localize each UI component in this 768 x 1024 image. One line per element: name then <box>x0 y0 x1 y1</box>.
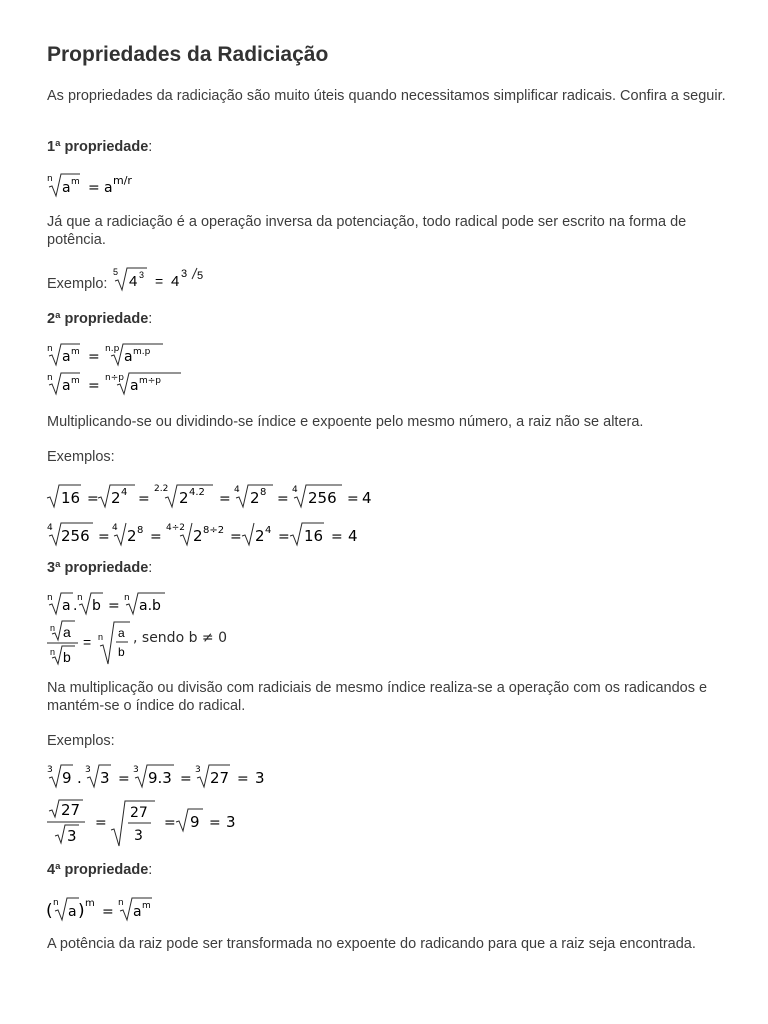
svg-text:.: . <box>73 598 78 614</box>
svg-text:): ) <box>78 901 85 921</box>
intro-paragraph: As propriedades da radiciação são muito úteis quando necessitamos simplificar radicais. Confira a seguir. <box>47 88 726 104</box>
property-2-example-1 <box>47 479 387 511</box>
svg-text:16: 16 <box>61 489 81 507</box>
svg-text:4.2: 4.2 <box>189 487 205 498</box>
svg-text:27: 27 <box>130 805 148 821</box>
svg-text:.: . <box>77 769 82 787</box>
svg-text:=: = <box>98 529 110 545</box>
svg-text:n÷p: n÷p <box>105 373 124 383</box>
svg-text:2: 2 <box>111 489 121 507</box>
svg-text:n: n <box>47 373 53 383</box>
svg-text:256: 256 <box>308 489 337 507</box>
property-1-example: Exemplo: 5 4 3 = 4 3 5 <box>47 262 737 296</box>
svg-text:3: 3 <box>67 827 77 845</box>
svg-text:3: 3 <box>85 765 91 775</box>
example-quotient-icon <box>47 798 287 850</box>
svg-text:=: = <box>88 378 100 394</box>
svg-text:n: n <box>124 593 130 603</box>
radical-product-icon <box>47 589 187 617</box>
svg-text:a.b: a.b <box>139 598 161 614</box>
svg-text:9.3: 9.3 <box>148 769 172 787</box>
svg-text:8÷2: 8÷2 <box>203 525 225 536</box>
svg-text:4: 4 <box>292 485 298 495</box>
svg-text:=: = <box>219 491 231 507</box>
svg-text:a: a <box>62 378 71 394</box>
svg-text:n.p: n.p <box>105 344 120 354</box>
svg-text:2: 2 <box>179 489 189 507</box>
svg-text:m: m <box>142 901 151 911</box>
property-3-example-quotient <box>47 798 287 850</box>
example-chain-1-icon <box>47 479 387 511</box>
svg-text:n: n <box>98 632 104 642</box>
svg-text:=: = <box>347 491 359 507</box>
svg-text:n: n <box>50 623 56 633</box>
svg-text:=: = <box>88 349 100 365</box>
svg-text:n: n <box>47 174 53 184</box>
svg-text:=: = <box>237 771 249 787</box>
example-radical-icon <box>113 262 223 294</box>
svg-text:4: 4 <box>362 489 372 507</box>
svg-text:n: n <box>50 647 56 657</box>
svg-text:=: = <box>102 904 114 920</box>
svg-text:=: = <box>278 529 290 545</box>
example-product-icon <box>47 759 287 791</box>
property-4-heading: 4ª propriedade: <box>47 862 153 878</box>
svg-text:2: 2 <box>193 527 203 545</box>
property-3-text: Na multiplicação ou divisão com radiciais de mesmo índice realiza-se a operação com os radicandos e mantém-se o índice do radical. <box>47 680 708 714</box>
property-4-formula <box>47 892 187 924</box>
svg-text:(: ( <box>46 901 53 921</box>
property-2-examples-label: Exemplos: <box>47 449 115 465</box>
svg-text:m: m <box>71 347 80 357</box>
svg-text:m/r: m/r <box>113 174 132 187</box>
svg-text:=: = <box>108 598 120 614</box>
svg-text:b: b <box>92 598 101 614</box>
svg-text:4: 4 <box>171 273 180 290</box>
svg-text:n: n <box>47 344 53 354</box>
svg-text:9: 9 <box>190 813 200 831</box>
svg-text:3: 3 <box>133 765 139 775</box>
svg-text:m.p: m.p <box>133 347 151 357</box>
svg-text:4: 4 <box>265 525 272 536</box>
svg-text:=: = <box>83 634 92 650</box>
svg-text:4: 4 <box>112 523 118 533</box>
svg-text:=: = <box>209 815 221 831</box>
property-1-heading: 1ª propriedade: <box>47 139 153 155</box>
property-3-heading: 3ª propriedade: <box>47 560 153 576</box>
svg-text:a: a <box>68 904 77 920</box>
svg-text:8: 8 <box>260 487 267 498</box>
svg-text:a: a <box>124 349 133 365</box>
svg-text:=: = <box>164 815 176 831</box>
svg-text:3: 3 <box>255 769 265 787</box>
property-2-formula-divide <box>47 369 227 401</box>
svg-text:3: 3 <box>226 813 236 831</box>
svg-text:a: a <box>62 598 71 614</box>
svg-text:m÷p: m÷p <box>139 376 162 386</box>
svg-text:3: 3 <box>134 828 143 844</box>
property-1-text: Já que a radiciação é a operação inversa da potenciação, todo radical pode ser escrito na forma de potência. <box>47 214 687 248</box>
svg-text:=: = <box>230 529 242 545</box>
svg-text:3: 3 <box>47 765 53 775</box>
svg-text:b: b <box>118 645 125 659</box>
svg-text:a: a <box>133 904 142 920</box>
svg-text:a: a <box>62 180 71 196</box>
svg-text:=: = <box>155 273 164 289</box>
property-4-text: A potência da raiz pode ser transformada no expoente do radicando para que a raiz seja encontrada. <box>47 936 696 952</box>
svg-text:=: = <box>277 491 289 507</box>
svg-text:m: m <box>71 376 80 386</box>
property-1-formula <box>47 168 167 200</box>
property-3-examples-label: Exemplos: <box>47 733 115 749</box>
svg-text:4: 4 <box>234 485 240 495</box>
svg-text:3: 3 <box>195 765 201 775</box>
svg-text:n: n <box>118 898 124 908</box>
example-chain-2-icon <box>47 517 387 549</box>
svg-text:a: a <box>118 626 125 640</box>
svg-text:3: 3 <box>181 268 188 280</box>
radical-power-icon <box>47 892 187 924</box>
property-2-example-2 <box>47 517 387 549</box>
svg-text:27: 27 <box>61 801 81 819</box>
svg-text:a: a <box>62 349 71 365</box>
property-2-text: Multiplicando-se ou dividindo-se índice e expoente pelo mesmo número, a raiz não se altera. <box>47 414 644 430</box>
svg-text:n: n <box>77 593 83 603</box>
svg-text:a: a <box>104 180 113 196</box>
svg-text:16: 16 <box>304 527 324 545</box>
property-3-formula-quotient <box>47 618 737 666</box>
svg-text:5: 5 <box>197 270 204 282</box>
svg-text:2: 2 <box>127 527 137 545</box>
svg-text:=: = <box>87 491 99 507</box>
property-3-example-product <box>47 759 287 791</box>
svg-text:3: 3 <box>139 270 145 280</box>
svg-text:=: = <box>180 771 192 787</box>
svg-text:=: = <box>118 771 130 787</box>
svg-text:9: 9 <box>62 769 72 787</box>
svg-text:n: n <box>53 898 59 908</box>
property-2-formula-multiply <box>47 340 227 372</box>
svg-text:4÷2: 4÷2 <box>166 523 185 533</box>
svg-text:b: b <box>63 649 71 665</box>
svg-text:256: 256 <box>61 527 90 545</box>
svg-text:=: = <box>138 491 150 507</box>
svg-text:=: = <box>88 180 100 196</box>
svg-text:=: = <box>150 529 162 545</box>
svg-text:2: 2 <box>255 527 265 545</box>
svg-text:m: m <box>71 177 80 187</box>
svg-text:4: 4 <box>129 273 138 290</box>
svg-text:n: n <box>47 593 53 603</box>
svg-text:27: 27 <box>210 769 230 787</box>
radical-formula-icon <box>47 168 167 200</box>
page-title: Propriedades da Radiciação <box>47 43 329 66</box>
svg-text:=: = <box>95 815 107 831</box>
svg-text:8: 8 <box>137 525 144 536</box>
property-3-formula-product <box>47 589 187 621</box>
svg-text:a: a <box>63 624 71 640</box>
svg-text:=: = <box>331 529 343 545</box>
svg-text:2: 2 <box>250 489 260 507</box>
svg-text:5: 5 <box>113 267 119 277</box>
svg-text:a: a <box>130 378 139 394</box>
radical-divide-icon <box>47 369 227 397</box>
svg-text:4: 4 <box>348 527 358 545</box>
svg-text:m: m <box>85 898 95 909</box>
property-2-heading: 2ª propriedade: <box>47 311 153 327</box>
svg-text:4: 4 <box>121 487 128 498</box>
svg-text:2.2: 2.2 <box>154 484 169 494</box>
quotient-condition: , sendo b ≠ 0 <box>133 630 228 646</box>
svg-text:3: 3 <box>100 769 110 787</box>
radical-multiply-icon <box>47 340 227 368</box>
svg-text:4: 4 <box>47 523 53 533</box>
